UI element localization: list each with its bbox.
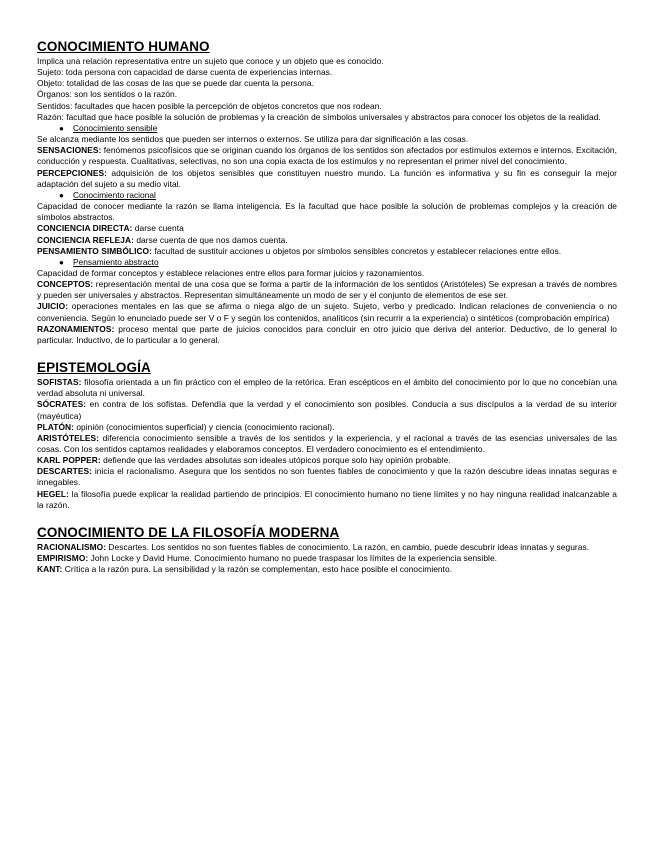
paragraph-text: Se alcanza mediante los sentidos que pueden ser internos o externos. Se utiliza para dar significación a las cosas. [37,134,469,145]
subsection-label: Pensamiento abstracto [73,256,159,267]
paragraph-text: Razón: facultad que hace posible la solución de problemas y la creación de símbolos universales y abstractos para conocer los objetos de la realidad. [37,111,601,122]
paragraph-text: operaciones mentales en las que se afirma o niega algo de un sujeto. Sujeto, verbo y predicado. Indican relaciones de conveniencia o no conveniencia. Según lo enunciado puede ser V o F y según los contenidos, analíticos (sin recurrir a la experiencia) o sintéticos (comprobación empírica) [37,301,617,323]
paragraph-text: Sujeto: toda persona con capacidad de darse cuenta de experiencias internas. [37,67,333,78]
subsection-list [37,257,617,268]
paragraph [37,246,617,257]
paragraph [37,201,617,223]
term-label: PENSAMIENTO SIMBÓLICO: [37,245,152,256]
paragraph-text: fenómenos psicofísicos que se originan cuando los órganos de los sentidos son afectados por estímulos externos e internos. Excitación, conducción y respuesta. Cualitativas, selectivas, no son una copia exacta de los estímulos y no representan el primer nivel del conocimiento. [37,145,617,167]
paragraph [37,56,617,67]
subsection-heading [59,257,617,268]
paragraph-text: Capacidad de formar conceptos y establece relaciones entre ellos para formar juicios y razonamientos. [37,267,425,278]
section-title: EPISTEMOLOGÍA [37,360,151,376]
paragraph [37,268,617,279]
subsection-label: Conocimiento racional [73,189,156,200]
paragraph [37,553,617,564]
paragraph-text: defiende que las verdades absolutas son ideales utópicos porque solo hay opinión probable. [100,455,451,466]
paragraph-text: Sentidos: facultades que hacen posible la percepción de objetos concretos que nos rodean. [37,100,382,111]
paragraph-text: Capacidad de conocer mediante la razón se llama inteligencia. Es la facultad que hace posible la solución de problemas complejos y la creación de símbolos abstractos. [37,201,617,223]
paragraph-text: inicia el racionalismo. Asegura que los sentidos no son fuentes fiables de conocimiento y que la razón descubre ideas innatas seguras e innegables. [37,466,617,488]
paragraph [37,78,617,89]
term-label: DESCARTES: [37,466,92,477]
bullet-icon: ● [59,257,64,267]
paragraph-text: diferencia conocimiento sensible a través de los sentidos y la experiencia, y el racional a través de las esencias universales de las cosas. Con los sentidos captamos realidades y elaboramos conceptos. El verdadero conocimiento es el entendimiento. [37,432,617,454]
paragraph [37,377,617,399]
term-label: SÓCRATES: [37,399,87,410]
paragraph-text: Implica una relación representativa entre un sujeto que conoce y un objeto que es conocido. [37,56,384,66]
term-label: SENSACIONES: [37,145,102,156]
term-label: RAZONAMIENTOS: [37,323,115,334]
paragraph-text: opinión (conocimientos superficial) y ciencia (conocimiento racional). [73,421,335,432]
paragraph-text: Órganos: son los sentidos o la razón. [37,89,178,100]
paragraph [37,466,617,488]
term-label: SOFISTAS: [37,377,82,388]
term-label: ARISTÓTELES: [37,432,100,443]
paragraph-text: darse cuenta [132,223,184,234]
paragraph [37,223,617,234]
term-label: EMPIRISMO: [37,553,89,564]
paragraph-text: Descartes. Los sentidos no son fuentes fiables de conocimiento. La razón, en cambio, puede descubrir ideas innatas y seguras. [106,541,590,552]
subsection-list [37,123,617,134]
term-label: CONCEPTOS: [37,279,94,290]
subsection-list [37,190,617,201]
term-label: CONCIENCIA REFLEJA: [37,234,134,245]
paragraph-text: adquisición de los objetos sensibles que constituyen nuestro mundo. La función es informativa y su fin es conseguir la mejor adaptación del sujeto a su medio vital. [37,167,617,189]
paragraph-text: Objeto: totalidad de las cosas de las que se puede dar cuenta la persona. [37,78,314,89]
paragraph [37,112,617,123]
paragraph [37,301,617,323]
term-label: RACIONALISMO: [37,541,107,552]
paragraph [37,101,617,112]
term-label: KARL POPPER: [37,455,101,466]
paragraph [37,279,617,301]
paragraph [37,67,617,78]
paragraph [37,399,617,421]
subsection-heading [59,190,617,201]
paragraph-text: Crítica a la razón pura. La sensibilidad y la razón se complementan, esto hace posible el conocimiento. [62,564,453,575]
term-label: CONCIENCIA DIRECTA: [37,223,133,234]
paragraph [37,168,617,190]
paragraph-text: representación mental de una cosa que se forma a partir de la información de los sentidos (Aristóteles) Se expresan a través de nombres y pueden ser universales y abstractos. Representan simultáneamente un modo de ser y el conjunto de elementos de ese ser. [37,279,617,301]
bullet-icon: ● [59,190,64,200]
paragraph-text: facultad de sustituir acciones u objetos por símbolos sensibles concretos y establecer relaciones entre ellos. [151,245,562,256]
paragraph-text: la filosofía puede explicar la realidad partiendo de principios. El conocimiento humano no tiene límites y no hay ninguna realidad inalcanzable a la razón. [37,488,617,510]
paragraph [37,455,617,466]
paragraph [37,235,617,246]
paragraph [37,324,617,346]
term-label: PLATÓN: [37,421,74,432]
section-title: CONOCIMIENTO HUMANO [37,39,210,54]
subsection-label: Conocimiento sensible [73,122,158,133]
subsection-heading [59,123,617,134]
term-label: KANT: [37,564,63,575]
paragraph [37,542,617,553]
paragraph-text: en contra de los sofistas. Defendía que la verdad y el conocimiento son posibles. Conducía a sus discípulos a la verdad de su interior (mayéutica) [37,399,617,421]
paragraph [37,564,617,575]
paragraph [37,433,617,455]
term-label: JUICIO: [37,301,69,312]
paragraph [37,422,617,433]
term-label: HEGEL: [37,488,69,499]
paragraph [37,134,617,145]
paragraph [37,145,617,167]
paragraph-text: darse cuenta de que nos damos cuenta. [133,234,288,245]
term-label: PERCEPCIONES: [37,167,107,178]
section-title: CONOCIMIENTO DE LA FILOSOFÍA MODERNA [37,524,340,540]
bullet-icon: ● [59,123,64,133]
paragraph-text: John Locke y David Hume. Conocimiento humano no puede traspasar los límites de la experiencia sensible. [88,553,498,564]
paragraph [37,89,617,100]
paragraph-text: filosofía orientada a un fin práctico con el empleo de la retórica. Eran escépticos en el ámbito del conocimiento por lo que no concebían una verdad absoluta ni universal. [37,377,617,399]
paragraph [37,489,617,511]
paragraph-text: proceso mental que parte de juicios conocidos para concluir en otro juicio que deriva del anterior. Deductivo, de lo general lo particular. Inductivo, de lo particular a lo general. [37,323,617,345]
